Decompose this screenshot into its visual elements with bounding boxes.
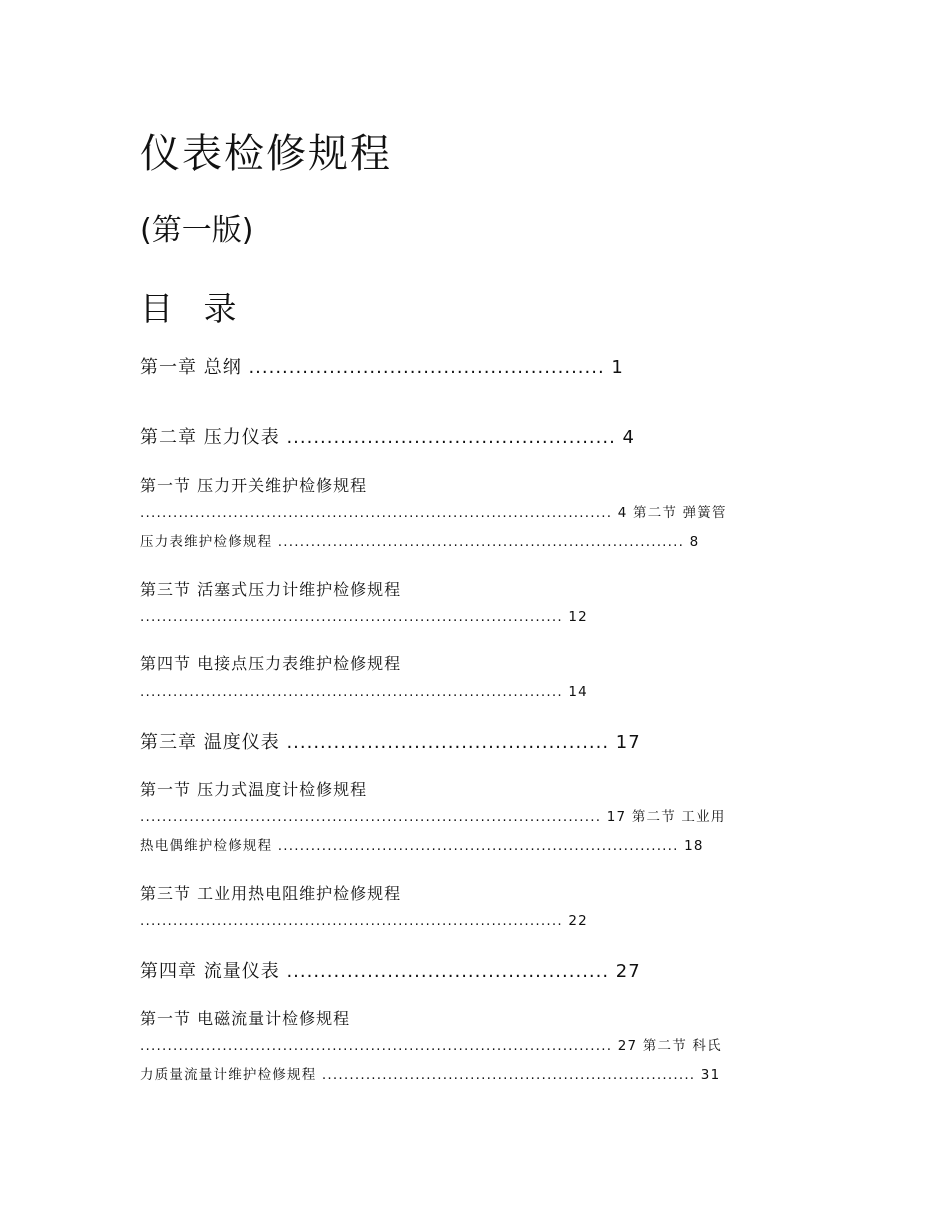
toc-section-title[interactable]: 第一节 压力式温度计检修规程 [140,780,368,799]
toc-section-continuation[interactable]: 力质量流量计维护检修规程 .................................................................... 31 [140,1067,721,1083]
toc-dot-leader[interactable]: ...................................................................................... 4 第二节 弹簧管 [140,505,727,521]
toc-section-title[interactable]: 第一节 压力开关维护检修规程 [140,476,368,495]
toc-section-title[interactable]: 第三节 活塞式压力计维护检修规程 [140,580,402,599]
toc-chapter-1[interactable]: 第一章 总纲 ..................................................... 1 [140,357,624,378]
toc-dot-leader[interactable]: ............................................................................. 22 [140,913,588,929]
toc-dot-leader[interactable]: ............................................................................. 12 [140,609,588,625]
toc-heading: 目 录 [140,289,247,328]
toc-section-title[interactable]: 第四节 电接点压力表维护检修规程 [140,654,402,673]
toc-dot-leader[interactable]: ............................................................................. 14 [140,684,588,700]
toc-dot-leader[interactable]: ...................................................................................... 27 第二节 科氏 [140,1038,722,1054]
toc-dot-leader[interactable]: .................................................................................... 17 第二节 工业用 [140,809,726,825]
toc-section-title[interactable]: 第一节 电磁流量计检修规程 [140,1009,351,1028]
toc-section-continuation[interactable]: 压力表维护检修规程 .......................................................................... 8 [140,534,700,550]
toc-chapter-2[interactable]: 第二章 压力仪表 ................................................. 4 [140,427,635,448]
toc-chapter-3[interactable]: 第三章 温度仪表 ................................................ 17 [140,732,641,753]
document-title: 仪表检修规程 [140,131,392,177]
toc-chapter-4[interactable]: 第四章 流量仪表 ................................................ 27 [140,961,641,982]
toc-section-title[interactable]: 第三节 工业用热电阻维护检修规程 [140,884,402,903]
toc-section-continuation[interactable]: 热电偶维护检修规程 ......................................................................... 18 [140,838,704,854]
document-edition: (第一版) [140,213,254,248]
